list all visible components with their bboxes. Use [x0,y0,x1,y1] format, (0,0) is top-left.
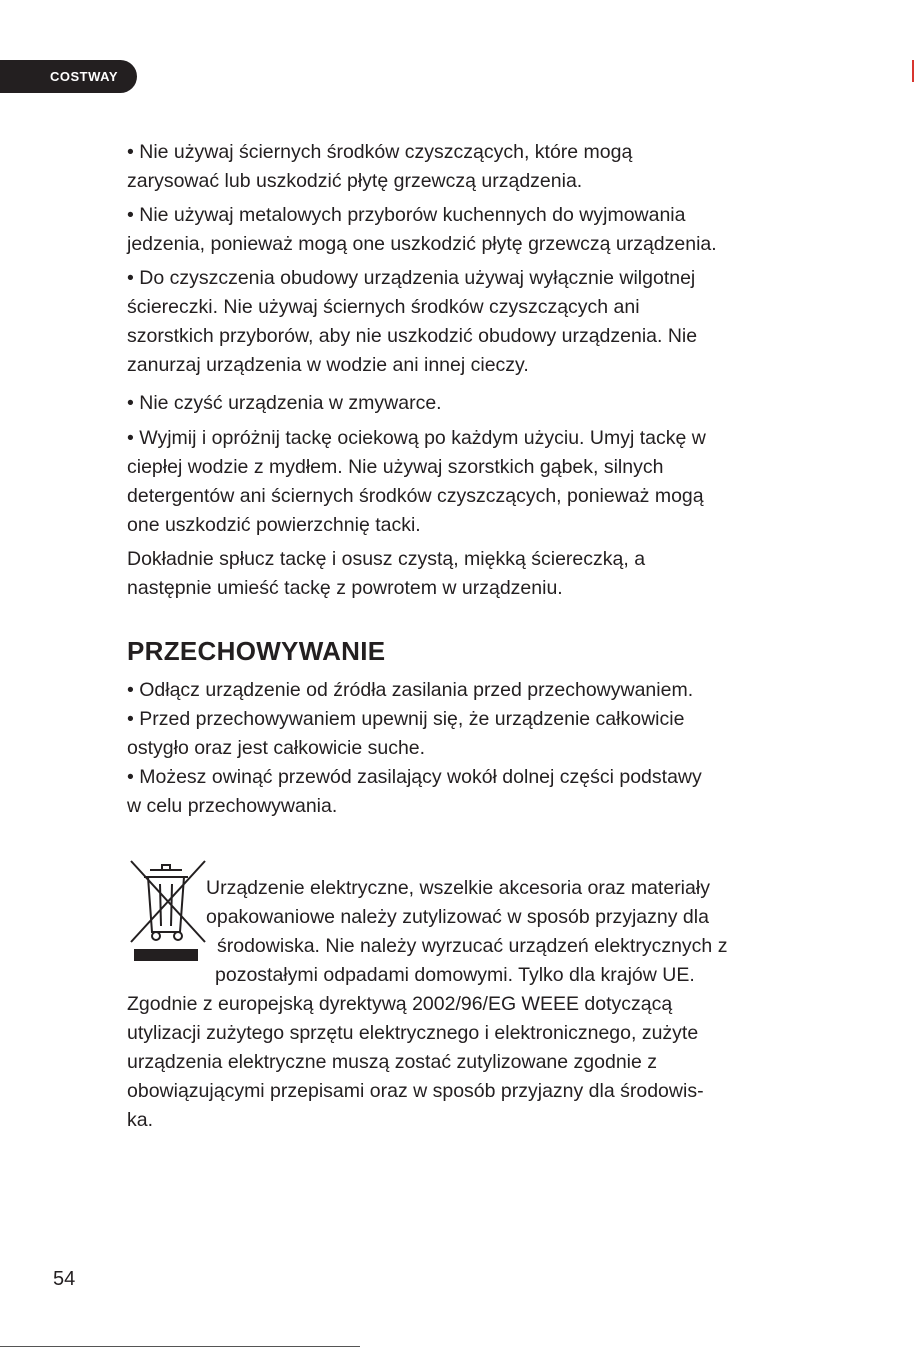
text-line: • Nie używaj metalowych przyborów kuchennych do wyjmowania [127,204,686,226]
text-line: Urządzenie elektryczne, wszelkie akcesoria oraz materiały [206,877,710,899]
text-line: detergentów ani ściernych środków czyszczących, ponieważ mogą [127,485,704,507]
text-line: Zgodnie z europejską dyrektywą 2002/96/EG WEEE dotyczącą [127,993,673,1015]
storage-heading: PRZECHOWYWANIE [127,636,386,666]
text-line: następnie umieść tackę z powrotem w urządzeniu. [127,577,563,599]
text-line: ciepłej wodzie z mydłem. Nie używaj szorstkich gąbek, silnych [127,456,664,478]
text-line: w celu przechowywania. [127,795,338,817]
disposal-paragraph-top [206,874,826,990]
storage-paragraph [127,676,827,821]
text-line: • Przed przechowywaniem upewnij się, że urządzenie całkowicie [127,708,685,730]
text-line: • Do czyszczenia obudowy urządzenia używaj wyłącznie wilgotnej [127,267,696,289]
text-line: • Nie używaj ściernych środków czyszczących, które mogą [127,141,633,163]
cleaning-paragraph-dishwasher [127,389,827,418]
text-line: ściereczki. Nie używaj ściernych środków czyszczących ani [127,296,640,318]
text-line: środowiska. Nie należy wyrzucać urządzeń elektrycznych z [217,935,728,957]
page-number: 54 [53,1268,76,1290]
cleaning-paragraph-utensils [127,201,827,259]
text-line: Dokładnie spłucz tackę i osusz czystą, miękką ściereczką, a [127,548,646,570]
text-line: szorstkich przyborów, aby nie uszkodzić obudowy urządzenia. Nie [127,325,698,347]
brand-logo [0,60,137,93]
cleaning-paragraph-rinse [127,545,827,603]
text-line: • Odłącz urządzenie od źródła zasilania przed przechowywaniem. [127,679,694,701]
text-line: ostygło oraz jest całkowicie suche. [127,737,426,759]
cleaning-paragraph-drip-tray [127,424,827,540]
text-line: • Nie czyść urządzenia w zmywarce. [127,392,442,414]
text-line: jedzenia, ponieważ mogą one uszkodzić płytę grzewczą urządzenia. [127,233,717,255]
brand-name: COSTWAY [50,69,119,84]
bottom-rule [0,1346,360,1347]
text-line: • Możesz owinąć przewód zasilający wokół dolnej części podstawy [127,766,702,788]
text-line: ka. [127,1109,154,1131]
text-line: pozostałymi odpadami domowymi. Tylko dla krajów UE. [215,964,695,986]
text-line: one uszkodzić powierzchnię tacki. [127,514,421,536]
text-line: zarysować lub uszkodzić płytę grzewczą urządzenia. [127,170,583,192]
text-line: • Wyjmij i opróżnij tackę ociekową po każdym użyciu. Umyj tackę w [127,427,706,449]
text-line: opakowaniowe należy zutylizować w sposób przyjazny dla [206,906,709,928]
text-line: zanurzaj urządzenia w wodzie ani innej cieczy. [127,354,529,376]
text-line: urządzenia elektryczne muszą zostać zutylizowane zgodnie z [127,1051,658,1073]
cleaning-paragraph-abrasive [127,138,827,196]
text-line: obowiązującymi przepisami oraz w sposób przyjazny dla środowis- [127,1080,704,1102]
weee-crossed-bin-icon [128,858,208,966]
cleaning-paragraph-housing [127,264,827,380]
text-line: utylizacji zużytego sprzętu elektrycznego i elektronicznego, zużyte [127,1022,699,1044]
disposal-paragraph-weee [127,990,827,1135]
